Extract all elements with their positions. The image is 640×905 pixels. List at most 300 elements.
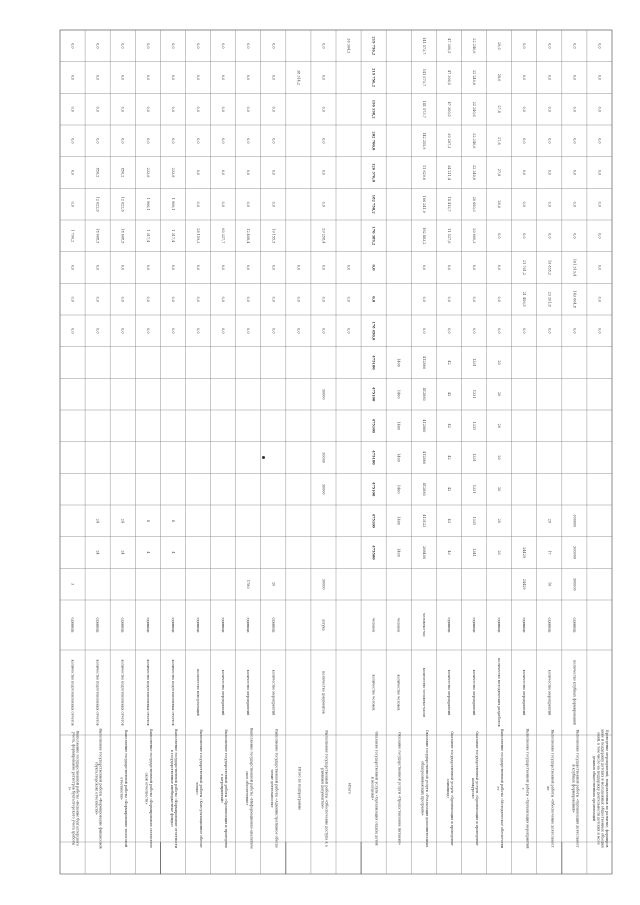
value-cell <box>171 138 175 143</box>
svg-text:и»: и» <box>546 786 551 791</box>
svg-text:0,0: 0,0 <box>597 328 602 334</box>
value-cell <box>146 106 150 111</box>
row-unit <box>96 617 100 632</box>
svg-text:количество подготовленных отче: количество подготовленных отчетов <box>95 659 100 726</box>
svg-text:количество человеко-часов: количество человеко-часов <box>421 667 426 718</box>
value-cell <box>572 170 576 175</box>
svg-text:0,0: 0,0 <box>95 264 100 271</box>
svg-text:количество методических разраб: количество методических разработок <box>497 658 502 727</box>
svg-text:Выполнение государственной раб: Выполнение государственной работы «Организация мероприятий <box>525 728 530 849</box>
value-cell <box>447 197 451 212</box>
value-cell <box>497 519 501 523</box>
value-cell <box>447 102 451 117</box>
row-unit <box>372 618 376 633</box>
svg-text:0,0: 0,0 <box>170 296 175 302</box>
svg-text:рхивным документам»: рхивным документам» <box>320 768 325 809</box>
svg-text:0,0: 0,0 <box>271 106 276 112</box>
svg-text:0,0: 0,0 <box>321 201 326 207</box>
value-cell <box>321 106 325 111</box>
value-cell <box>447 424 451 428</box>
value-cell <box>221 328 225 333</box>
svg-text:30 287,3: 30 287,3 <box>446 133 451 149</box>
svg-text:1400: 1400 <box>396 389 401 399</box>
svg-text:18 608,5: 18 608,5 <box>120 228 125 244</box>
value-cell <box>472 548 476 557</box>
value-cell <box>572 201 576 206</box>
value-cell <box>522 579 526 590</box>
value-cell <box>422 265 426 270</box>
svg-text:4: 4 <box>170 551 175 554</box>
svg-text:количество подготовленных отче: количество подготовленных отчетов <box>70 659 75 726</box>
value-cell <box>146 229 150 242</box>
value-cell <box>71 296 75 301</box>
svg-text:60 327,7: 60 327,7 <box>221 228 226 244</box>
row-label <box>371 732 379 847</box>
svg-text:1 906,1: 1 906,1 <box>170 197 175 211</box>
svg-text:0,0: 0,0 <box>271 296 276 302</box>
row-label <box>95 728 103 849</box>
svg-text:Выполнение государственной раб: Выполнение государственной работы «Обеспечение деятельност <box>550 729 555 848</box>
value-cell <box>572 43 576 48</box>
value-cell <box>472 70 476 85</box>
value-cell <box>497 487 501 491</box>
value-cell <box>196 328 200 333</box>
svg-text:42: 42 <box>446 487 451 492</box>
svg-text:единица: единица <box>170 617 175 633</box>
svg-text:и клубных формирований»: и клубных формирований» <box>571 764 576 813</box>
value-cell <box>547 233 551 238</box>
value-cell <box>472 133 476 148</box>
svg-text:единица: единица <box>196 617 200 633</box>
svg-text:178 490,0: 178 490,0 <box>371 321 376 341</box>
value-cell <box>246 228 250 243</box>
svg-text:475100: 475100 <box>371 387 376 402</box>
value-cell <box>271 296 275 301</box>
value-cell <box>572 514 576 527</box>
value-cell <box>497 200 501 208</box>
value-cell <box>497 550 501 554</box>
value-cell <box>472 197 476 212</box>
value-cell <box>171 198 175 211</box>
svg-text:0,0: 0,0 <box>70 43 75 49</box>
svg-text:количество мероприятий: количество мероприятий <box>221 669 226 716</box>
value-cell <box>597 328 601 333</box>
row-unit <box>522 617 526 632</box>
svg-text:человеко-час: человеко-час <box>421 613 426 637</box>
svg-text:143 604,8: 143 604,8 <box>572 290 577 308</box>
svg-text:конкурсов»: конкурсов» <box>470 778 475 799</box>
svg-text:0,0: 0,0 <box>572 106 577 112</box>
svg-text:856,2: 856,2 <box>120 167 125 178</box>
svg-text:28 159,3: 28 159,3 <box>196 228 200 244</box>
svg-text:е мероприятий»: е мероприятий» <box>219 773 224 804</box>
value-cell <box>246 138 250 143</box>
svg-text:21 761,2: 21 761,2 <box>522 259 527 276</box>
svg-text:23 201,8: 23 201,8 <box>547 291 552 307</box>
value-cell <box>422 514 426 527</box>
value-cell <box>96 168 100 178</box>
svg-text:0,0: 0,0 <box>597 74 602 81</box>
value-cell <box>597 201 601 206</box>
svg-text:19 835,2: 19 835,2 <box>547 259 552 276</box>
svg-text:0,0: 0,0 <box>70 264 75 271</box>
svg-text:0,0: 0,0 <box>421 328 426 334</box>
svg-text:Выполнение государственной раб: Выполнение государственной работы «Административное обеспе <box>274 729 279 848</box>
svg-text:1341: 1341 <box>472 548 476 557</box>
svg-text:0,0: 0,0 <box>120 74 125 81</box>
svg-text:0,0: 0,0 <box>120 264 125 271</box>
value-cell <box>246 265 250 270</box>
svg-text:0,0: 0,0 <box>547 233 552 239</box>
svg-text:0,0: 0,0 <box>572 43 577 49</box>
row-unit <box>121 617 125 632</box>
svg-text:ской отчетности»: ской отчетности» <box>144 772 149 805</box>
value-cell <box>422 451 426 464</box>
svg-text:300000: 300000 <box>572 546 577 559</box>
svg-text:34 211,4: 34 211,4 <box>446 164 451 181</box>
value-cell <box>422 227 426 244</box>
row-label <box>220 729 228 848</box>
row-label <box>270 729 278 848</box>
value-cell <box>196 296 200 301</box>
value-cell <box>547 260 551 275</box>
svg-text:0,0: 0,0 <box>497 296 502 302</box>
value-cell <box>121 138 125 143</box>
value-cell <box>71 138 75 143</box>
svg-text:12 622,6: 12 622,6 <box>95 196 100 212</box>
value-cell <box>221 228 225 243</box>
value-cell <box>397 390 401 399</box>
svg-text:475500: 475500 <box>371 545 376 560</box>
svg-text:дежных общественных организаци: дежных общественных организаций <box>592 755 597 822</box>
svg-text:412880: 412880 <box>421 387 426 401</box>
value-cell <box>522 292 526 307</box>
svg-text:0,0: 0,0 <box>145 43 150 49</box>
value-cell <box>321 484 325 495</box>
value-cell <box>472 296 476 301</box>
svg-text:30000: 30000 <box>321 388 326 400</box>
value-cell <box>221 75 225 80</box>
svg-text:141 573,7: 141 573,7 <box>421 100 426 118</box>
svg-text:12 622,6: 12 622,6 <box>120 196 125 212</box>
value-cell <box>321 328 325 333</box>
value-cell <box>572 233 576 238</box>
svg-text:0,0: 0,0 <box>221 106 226 112</box>
svg-text:0,0: 0,0 <box>522 169 527 176</box>
svg-text:0,0: 0,0 <box>70 328 75 334</box>
value-cell <box>597 138 601 143</box>
svg-text:29: 29 <box>547 518 552 523</box>
value-cell <box>422 546 426 559</box>
value-cell <box>422 419 426 432</box>
row-label <box>348 783 352 794</box>
value-cell <box>572 138 576 143</box>
value-cell <box>146 43 150 48</box>
svg-text:0,0: 0,0 <box>572 169 577 176</box>
svg-text:0,0: 0,0 <box>522 138 527 144</box>
svg-text:1 317,4: 1 317,4 <box>170 229 175 243</box>
svg-text:0,0: 0,0 <box>446 296 451 302</box>
row-label <box>471 731 479 845</box>
svg-text:300000: 300000 <box>572 577 577 591</box>
svg-text:Выполнение государственной раб: Выполнение государственной работы «Консультационное обеспе <box>199 729 204 848</box>
svg-text:0,0: 0,0 <box>522 328 527 334</box>
svg-text:141 573,7: 141 573,7 <box>421 68 426 87</box>
value-cell <box>597 170 601 175</box>
value-cell <box>321 170 325 175</box>
value-cell <box>497 360 501 364</box>
row-indicator <box>497 658 501 727</box>
svg-text:1400: 1400 <box>396 548 401 557</box>
svg-text:е»: е» <box>495 786 500 791</box>
value-cell <box>597 43 601 48</box>
svg-text:0,0: 0,0 <box>221 169 226 176</box>
svg-text:233,8: 233,8 <box>170 167 175 178</box>
value-cell <box>572 291 576 308</box>
svg-text:20 600,3: 20 600,3 <box>472 196 476 212</box>
value-cell <box>321 138 325 143</box>
svg-text:0,0: 0,0 <box>522 74 527 81</box>
value-cell <box>321 228 325 243</box>
svg-text:0,0: 0,0 <box>572 328 577 334</box>
row-label <box>145 729 153 848</box>
row-label <box>521 729 529 850</box>
svg-text:27,8: 27,8 <box>497 168 502 177</box>
value-cell <box>422 196 426 213</box>
svg-text:0,0: 0,0 <box>547 201 552 207</box>
svg-text:единица: единица <box>145 617 150 633</box>
svg-text:18 608,5: 18 608,5 <box>95 228 100 244</box>
svg-text:0,0: 0,0 <box>120 43 125 49</box>
row-indicator <box>121 659 125 725</box>
value-cell <box>522 328 526 333</box>
svg-text:1400: 1400 <box>396 358 401 367</box>
value-cell <box>422 296 426 301</box>
value-cell <box>96 43 100 48</box>
value-cell <box>572 578 576 591</box>
value-cell <box>547 106 551 111</box>
svg-text:30000: 30000 <box>321 483 326 495</box>
value-cell <box>422 132 426 149</box>
svg-text:20: 20 <box>497 487 502 492</box>
row-label <box>170 729 178 849</box>
value-cell <box>397 422 401 431</box>
svg-text:0,0: 0,0 <box>497 264 502 271</box>
svg-text:0,0: 0,0 <box>120 138 125 144</box>
value-cell <box>171 75 175 80</box>
svg-text:196 198,2: 196 198,2 <box>371 99 376 119</box>
value-cell <box>171 551 175 553</box>
svg-text:1331: 1331 <box>472 484 476 494</box>
svg-text:22 240,6: 22 240,6 <box>472 38 476 54</box>
svg-text:0,0: 0,0 <box>296 296 301 302</box>
svg-text:27,8: 27,8 <box>497 105 502 113</box>
svg-text:0,0: 0,0 <box>170 43 175 49</box>
row-label <box>120 730 128 848</box>
svg-text:856,2: 856,2 <box>95 167 100 178</box>
svg-text:219 756,2: 219 756,2 <box>371 68 376 87</box>
value-cell <box>296 328 300 333</box>
svg-text:0,0: 0,0 <box>547 328 552 334</box>
svg-text:количество мероприятий: количество мероприятий <box>446 669 451 716</box>
svg-text:17: 17 <box>547 550 552 555</box>
svg-text:475100: 475100 <box>371 418 376 433</box>
scan-speck <box>262 456 265 459</box>
svg-text:0,0: 0,0 <box>246 296 251 302</box>
svg-text:Оказание государственной услуг: Оказание государственной услуги «Организация и проведение <box>475 731 480 846</box>
svg-text:0,0: 0,0 <box>170 138 175 144</box>
value-cell <box>221 106 225 111</box>
svg-text:Оказание государственной услуг: Оказание государственной услуги «Реализация дополнительных <box>424 729 429 848</box>
value-cell <box>547 170 551 175</box>
value-cell <box>321 452 325 463</box>
svg-text:(бухгалтерской) отчетности»: (бухгалтерской) отчетности» <box>94 762 99 815</box>
svg-text:количество мероприятий: количество мероприятий <box>246 669 251 716</box>
svg-text:0,0: 0,0 <box>170 264 175 271</box>
svg-text:0,0: 0,0 <box>221 328 226 334</box>
svg-text:0,0: 0,0 <box>221 74 226 81</box>
value-cell <box>146 551 150 553</box>
value-cell <box>171 229 175 242</box>
svg-text:20: 20 <box>497 360 502 365</box>
svg-text:12 408,4: 12 408,4 <box>246 228 251 244</box>
value-cell <box>397 485 401 494</box>
value-cell <box>547 519 551 523</box>
svg-text:человек: человек <box>371 617 376 633</box>
svg-text:0,0: 0,0 <box>95 296 100 302</box>
svg-text:количество мероприятий: количество мероприятий <box>547 669 552 716</box>
row-unit <box>221 617 225 632</box>
svg-text:количество мероприятий: количество мероприятий <box>271 669 276 716</box>
value-cell <box>71 170 75 175</box>
value-cell <box>71 201 75 206</box>
svg-text:Оказание государственной услуг: Оказание государственной услуги «Организация и проведение <box>450 731 455 846</box>
svg-text:38 314,2: 38 314,2 <box>296 69 301 86</box>
svg-text:412880: 412880 <box>421 451 426 464</box>
svg-text:единица: единица <box>522 617 527 633</box>
svg-text:28,0: 28,0 <box>497 73 502 82</box>
value-cell <box>522 233 526 238</box>
value-cell <box>447 296 451 301</box>
svg-text:0,0: 0,0 <box>221 201 226 207</box>
value-cell <box>497 265 501 270</box>
value-cell <box>522 138 526 143</box>
value-cell <box>271 328 275 333</box>
value-cell <box>472 517 476 526</box>
svg-text:0,0: 0,0 <box>522 43 527 49</box>
value-cell <box>447 455 451 459</box>
row-label <box>245 728 253 849</box>
svg-text:20 600,3: 20 600,3 <box>472 228 476 244</box>
svg-text:24: 24 <box>95 518 100 523</box>
svg-text:количество подготовленных отче: количество подготовленных отчетов <box>120 659 125 726</box>
svg-text:количество мероприятий: количество мероприятий <box>522 669 527 716</box>
svg-text:11 527,6: 11 527,6 <box>446 228 451 244</box>
svg-text:0,0: 0,0 <box>271 43 276 49</box>
svg-text:0,0: 0,0 <box>271 138 276 144</box>
value-cell <box>472 422 476 431</box>
svg-text:475100: 475100 <box>371 513 376 528</box>
value-cell <box>246 201 250 206</box>
svg-text:162 483,2: 162 483,2 <box>421 227 426 245</box>
value-cell <box>472 328 476 333</box>
svg-text:1400: 1400 <box>396 516 401 526</box>
value-cell <box>472 358 476 367</box>
value-cell <box>472 390 476 399</box>
svg-text:единица: единица <box>120 617 125 633</box>
value-cell <box>497 392 501 396</box>
row-unit <box>196 617 200 632</box>
svg-text:11 629,6: 11 629,6 <box>421 164 426 181</box>
value-cell <box>121 328 125 333</box>
value-cell <box>321 75 325 80</box>
svg-text:142 255,9: 142 255,9 <box>421 132 426 150</box>
svg-text:126 370,0: 126 370,0 <box>371 163 376 182</box>
value-cell <box>422 165 426 180</box>
row-unit <box>447 617 451 632</box>
row-indicator <box>246 670 250 716</box>
value-cell <box>497 424 501 428</box>
svg-text:4: 4 <box>145 519 150 522</box>
svg-text:0,0: 0,0 <box>170 328 175 334</box>
value-cell <box>372 163 376 183</box>
svg-text:0,0: 0,0 <box>371 296 376 303</box>
value-cell <box>271 228 275 243</box>
svg-text:1400: 1400 <box>396 453 401 462</box>
svg-text:0,0: 0,0 <box>196 169 200 176</box>
value-cell <box>71 43 75 48</box>
svg-text:14 413,7: 14 413,7 <box>446 196 451 212</box>
row-indicator <box>372 674 376 711</box>
row-indicator <box>321 671 325 714</box>
svg-text:единица: единица <box>472 617 476 633</box>
svg-text:0,0: 0,0 <box>421 296 426 302</box>
value-cell <box>196 265 200 270</box>
svg-text:42: 42 <box>446 455 451 460</box>
value-cell <box>171 328 175 333</box>
svg-text:0,0: 0,0 <box>221 138 226 144</box>
svg-text:человек: человек <box>396 617 401 633</box>
value-cell <box>146 138 150 143</box>
value-cell <box>321 579 325 590</box>
svg-text:21 456,5: 21 456,5 <box>522 291 527 307</box>
value-cell <box>422 69 426 86</box>
svg-text:42: 42 <box>446 360 451 365</box>
svg-text:Оказание государственной услуг: Оказание государственной услуги «Предоставление питания» <box>397 731 402 846</box>
value-cell <box>321 296 325 301</box>
value-cell <box>447 487 451 491</box>
svg-text:1 317,4: 1 317,4 <box>145 229 150 243</box>
value-cell <box>472 38 476 53</box>
svg-text:единица: единица <box>572 617 577 633</box>
row-indicator <box>397 674 401 711</box>
svg-text:1331: 1331 <box>472 389 476 399</box>
svg-text:0,0: 0,0 <box>246 169 251 176</box>
svg-text:0,0: 0,0 <box>271 201 276 207</box>
value-cell <box>96 197 100 212</box>
svg-text:)»: )» <box>67 786 72 791</box>
svg-text:Выполнение государственной раб: Выполнение государственной работы «Формирование финансовой <box>98 728 103 849</box>
svg-text:42: 42 <box>446 392 451 397</box>
value-cell <box>572 259 576 276</box>
svg-text:0,0: 0,0 <box>597 201 602 207</box>
value-cell <box>96 138 100 143</box>
row-label <box>195 729 203 847</box>
svg-text:0,0: 0,0 <box>597 138 602 144</box>
svg-text:1400: 1400 <box>396 421 401 431</box>
value-cell <box>347 265 351 270</box>
value-cell <box>372 36 376 56</box>
